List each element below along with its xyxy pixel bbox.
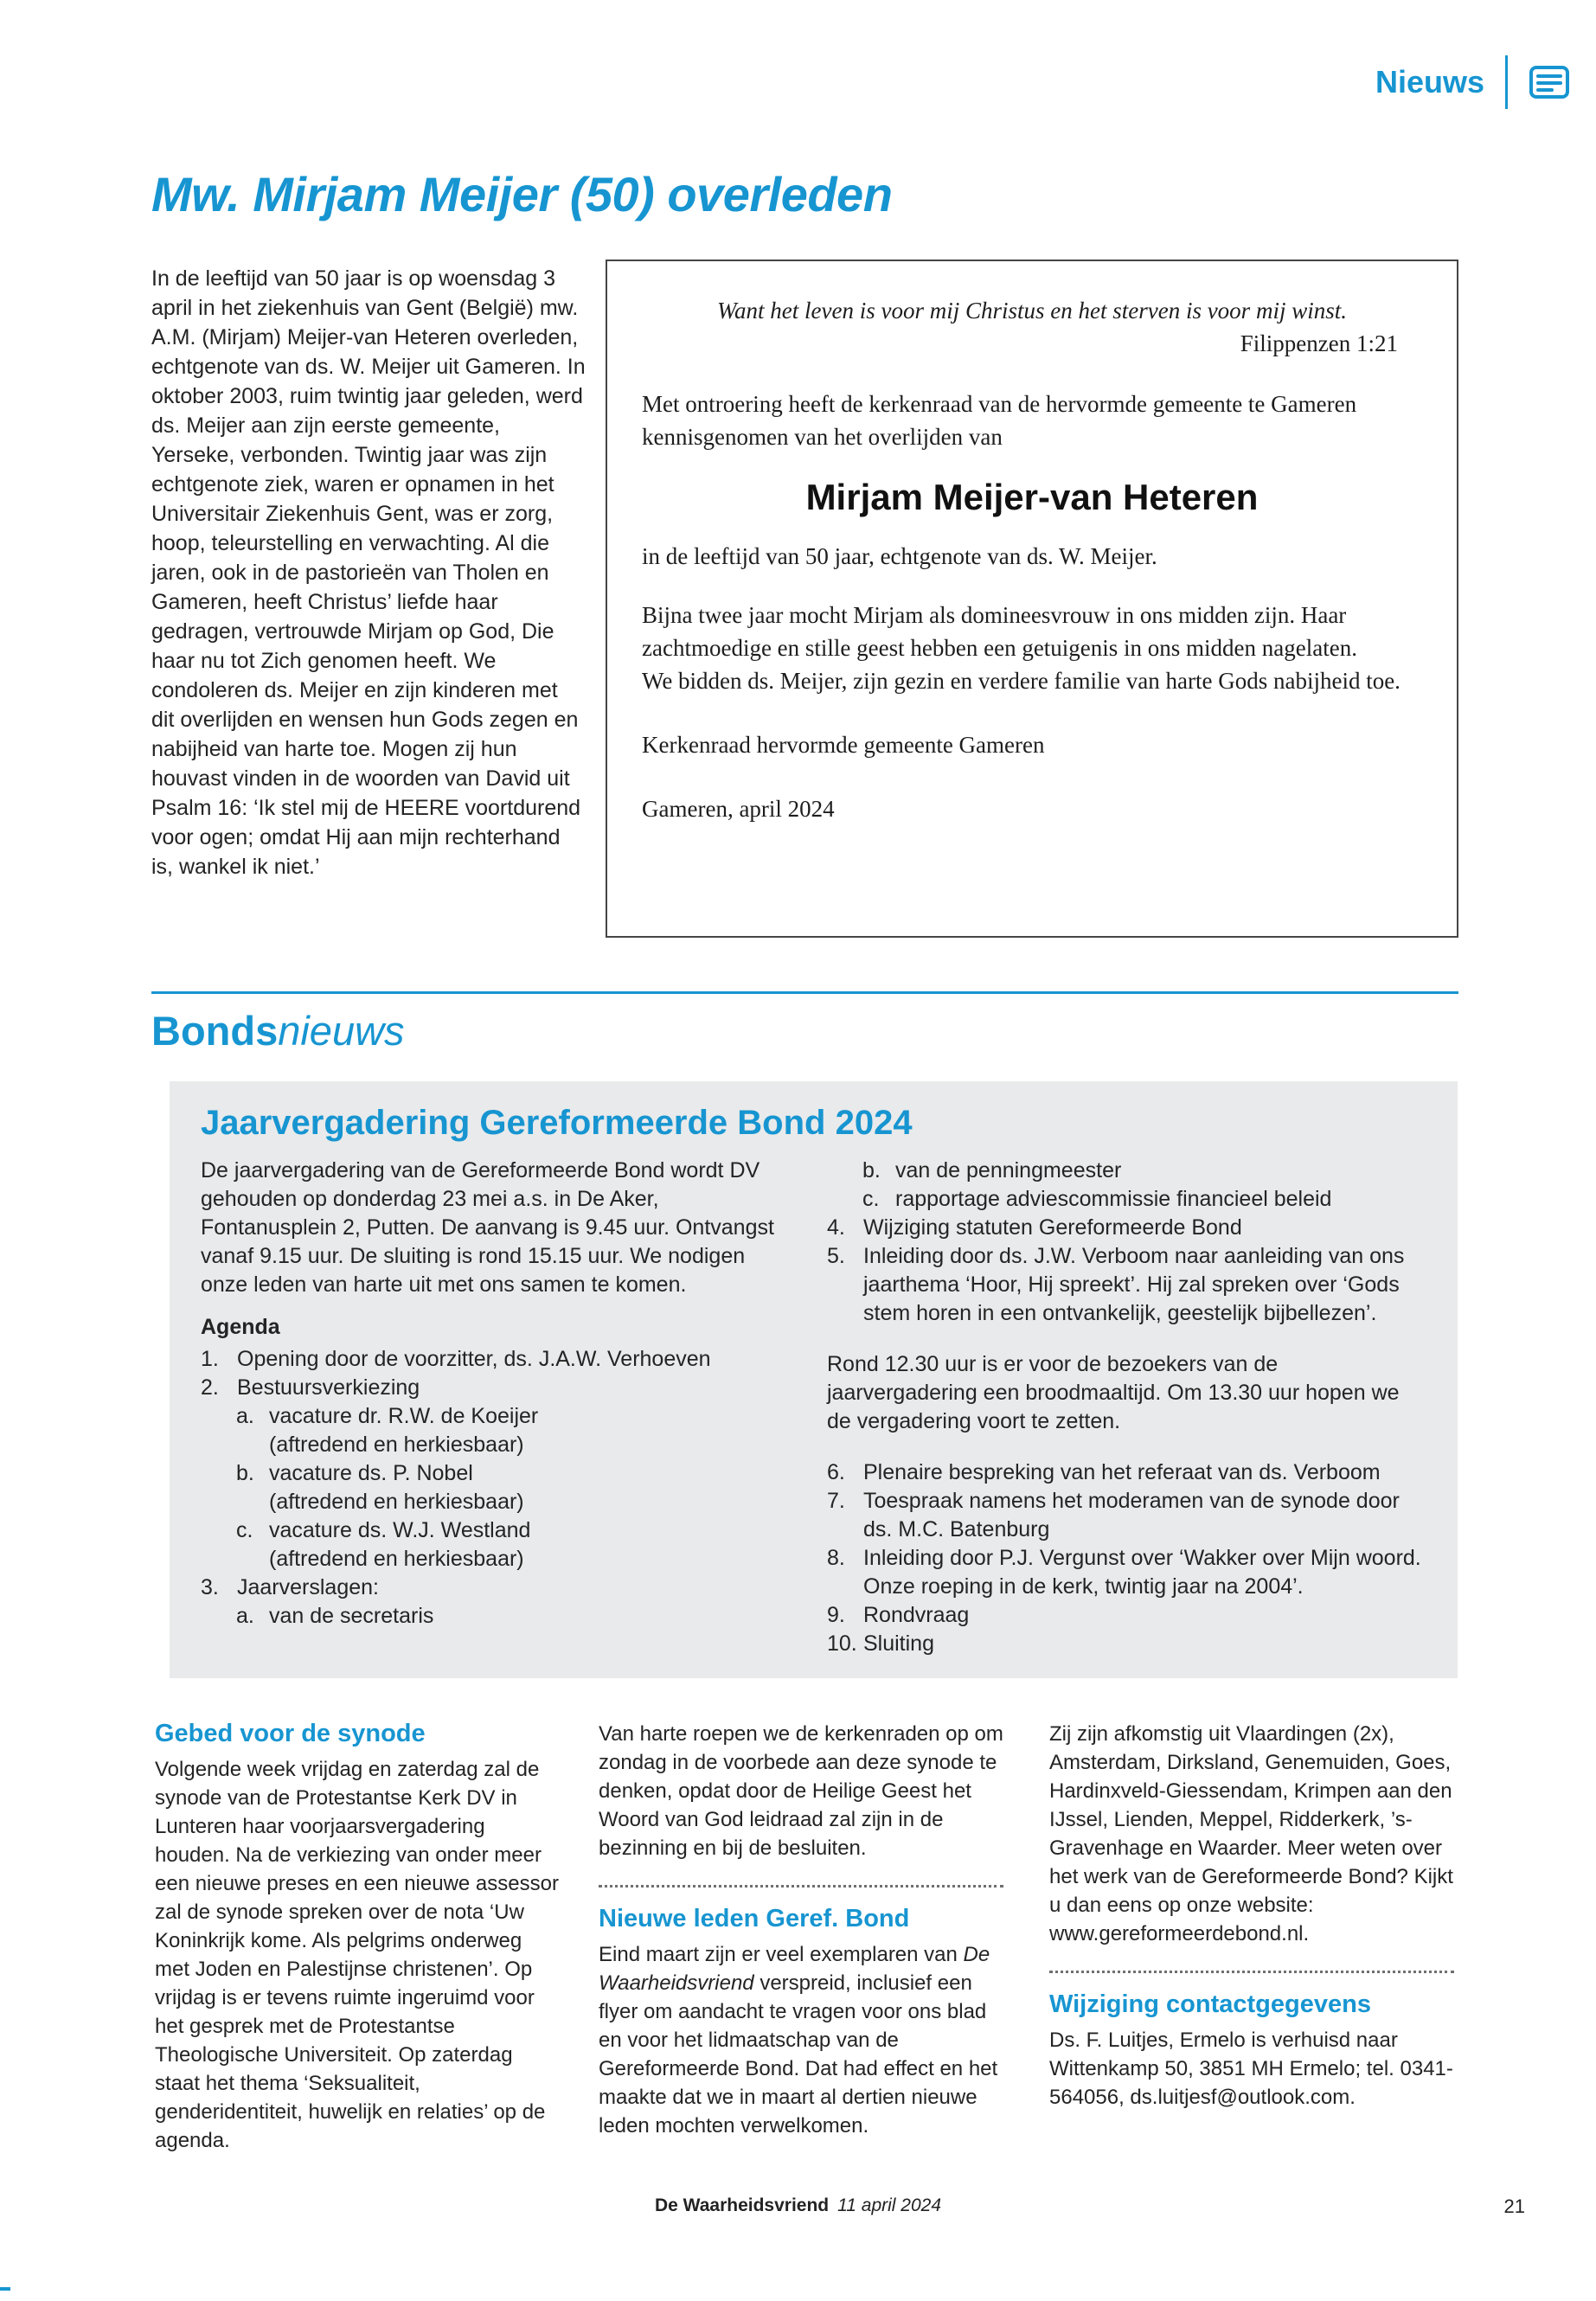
obituary-quote-source: Filippenzen 1:21 bbox=[1240, 330, 1398, 356]
agenda-item-number: a. bbox=[236, 1404, 254, 1428]
agenda-item bbox=[827, 1487, 1426, 1544]
agenda-item-number: c. bbox=[236, 1518, 253, 1542]
agenda-item-text: vacature ds. P. Nobel bbox=[269, 1461, 473, 1485]
news-heading-synode: Gebed voor de synode bbox=[155, 1720, 426, 1747]
page-number: 21 bbox=[1503, 2195, 1525, 2217]
agenda-subitem bbox=[862, 1157, 1426, 1185]
obituary-signature: Kerkenraad hervormde gemeente Gameren bbox=[642, 732, 1045, 758]
agenda-item-number: 2. bbox=[201, 1375, 219, 1400]
agenda-item-text: Sluiting bbox=[863, 1631, 934, 1656]
new-members-text-before: Eind maart zijn er veel exemplaren van bbox=[599, 1943, 964, 1966]
agenda-item-text: (aftredend en herkiesbaar) bbox=[269, 1490, 524, 1514]
agenda-item-text: Plenaire bespreking van het referaat van ds. Verboom bbox=[863, 1460, 1381, 1484]
agenda-item-text: Jaarverslagen: bbox=[237, 1575, 379, 1599]
news-body-origins: Zij zijn afkomstig uit Vlaardingen (2x), Amsterdam, Dirksland, Genemuiden, Goes, Hardinxveld-Giessendam, Krimpen aan den IJssel, Lienden, Meppel, Ridderkerk, ’s-Gravenhage en Waarder. Meer weten over het werk van de Gereformeerde Bond? Kijkt u dan eens op onze website: www.gereformeerdebond.nl. bbox=[1049, 1722, 1453, 1945]
new-members-text-after: verspreid, inclusief een flyer om aandacht te vragen voor ons blad en voor het lidmaatschap van de Gereformeerde Bond. Dat had effect en het maakte dat we in maart al dertien nieuwe leden mochten verwelkomen. bbox=[599, 1971, 998, 2138]
agenda-item-text: Inleiding door P.J. Vergunst over ‘Wakker over Mijn woord. Onze roeping in de kerk, twintig jaar na 2004’. bbox=[863, 1546, 1421, 1599]
section-rule bbox=[151, 991, 1458, 994]
agenda-item-number: 3. bbox=[201, 1575, 219, 1599]
obituary-intro: Met ontroering heeft de kerkenraad van de hervormde gemeente te Gameren kennisgenomen van het overlijden van bbox=[642, 391, 1357, 450]
section-title bbox=[151, 1009, 405, 1054]
meeting-col-right bbox=[827, 1157, 1426, 1658]
news-icon bbox=[1529, 64, 1570, 100]
news-column-right bbox=[1049, 1720, 1454, 2112]
agenda-item-number: b. bbox=[862, 1158, 881, 1183]
news-body-synode-call: Van harte roepen we de kerkenraden op om zondag in de voorbede aan deze synode te denken, opdat door de Heilige Geest het Woord van God leidraad zal zijn in de bezinning en bij de besluiten. bbox=[599, 1722, 1003, 1860]
agenda-item-number: 1. bbox=[201, 1347, 219, 1371]
obituary-name: Mirjam Meijer-van Heteren bbox=[805, 477, 1259, 517]
news-heading-new-members: Nieuwe leden Geref. Bond bbox=[599, 1905, 910, 1932]
meeting-col-left bbox=[201, 1157, 789, 1658]
agenda-item-text: vacature ds. W.J. Westland bbox=[269, 1518, 531, 1542]
agenda-item-number: 4. bbox=[827, 1215, 845, 1240]
news-body-contact: Ds. F. Luitjes, Ermelo is verhuisd naar Wittenkamp 50, 3851 MH Ermelo; tel. 0341-564056, ds.luitjesf@outlook.com. bbox=[1049, 2029, 1453, 2109]
agenda-item-text: Inleiding door ds. J.W. Verboom naar aanleiding van ons jaarthema ‘Hoor, Hij spreekt’. Hij zal spreken over ‘Gods stem horen in een ontvankelijk, geestelijk bijbellezen’. bbox=[863, 1244, 1405, 1325]
agenda-subitem-note bbox=[269, 1488, 789, 1516]
agenda-subitem bbox=[236, 1459, 789, 1488]
lunch-note: Rond 12.30 uur is er voor de bezoekers van de jaarvergadering een broodmaaltijd. Om 13.30 uur hopen we de vergadering voort te zetten. bbox=[827, 1352, 1400, 1433]
agenda-item-number: b. bbox=[236, 1461, 254, 1485]
agenda-item-text: Toespraak namens het moderamen van de synode door ds. M.C. Batenburg bbox=[863, 1489, 1400, 1541]
article-body: In de leeftijd van 50 jaar is op woensdag 3 april in het ziekenhuis van Gent (België) mw. A.M. (Mirjam) Meijer-van Heteren overleden, echtgenote van ds. W. Meijer uit Gameren. In oktober 2003, ruim twintig jaar geleden, werd ds. Meijer aan zijn eerste gemeente, Yerseke, verbonden. Twintig jaar was zijn echtgenote ziek, waren er opnamen in het Universitair Ziekenhuis Gent, was er zorg, hoop, teleurstelling en verwachting. Al die jaren, ook in de pastorieën van Tholen en Gameren, heeft Christus’ liefde haar gedragen, vertrouwde Mirjam op God, Die haar nu tot Zich genomen heeft. We condoleren ds. Meijer en zijn kinderen met dit overlijden en wensen hun Gods zegen en nabijheid van harte toe. Mogen zij hun houvast vinden in de woorden van David uit Psalm 16: ‘Ik stel mij de HEERE voortdurend voor ogen; omdat Hij aan mijn rechterhand is, wankel ik niet.’ bbox=[151, 266, 586, 879]
agenda-item bbox=[201, 1374, 789, 1402]
article-title: Mw. Mirjam Meijer (50) overleden bbox=[151, 167, 893, 221]
agenda-item-number: 6. bbox=[827, 1460, 845, 1484]
agenda-item bbox=[827, 1214, 1426, 1242]
obituary-dateline: Gameren, april 2024 bbox=[642, 796, 835, 822]
dotted-divider bbox=[1049, 1971, 1454, 1973]
magazine-name-italic: De Waarheidsvriend bbox=[599, 1943, 990, 1995]
section-label: Nieuws bbox=[1375, 64, 1484, 99]
agenda-item-text: van de secretaris bbox=[269, 1604, 434, 1628]
crop-mark bbox=[0, 2287, 10, 2291]
agenda-item-number: 9. bbox=[827, 1603, 845, 1627]
agenda-item-text: Wijziging statuten Gereformeerde Bond bbox=[863, 1215, 1242, 1240]
news-column-middle bbox=[599, 1720, 1003, 2140]
agenda-item-text: (aftredend en herkiesbaar) bbox=[269, 1433, 524, 1457]
agenda-item bbox=[827, 1458, 1426, 1487]
agenda-item bbox=[201, 1345, 789, 1374]
page-header bbox=[1375, 55, 1570, 109]
agenda-subitem bbox=[236, 1402, 789, 1431]
news-column-synode bbox=[155, 1720, 560, 2155]
agenda-label: Agenda bbox=[201, 1315, 280, 1339]
agenda-subitem bbox=[236, 1602, 789, 1631]
agenda-item bbox=[201, 1574, 789, 1602]
agenda-item-text: vacature dr. R.W. de Koeijer bbox=[269, 1404, 539, 1428]
agenda-subitem bbox=[236, 1516, 789, 1545]
agenda-item-number: 5. bbox=[827, 1244, 845, 1268]
agenda-subitem-note bbox=[269, 1431, 789, 1459]
obituary-paragraph: We bidden ds. Meijer, zijn gezin en verdere familie van harte Gods nabijheid toe. bbox=[642, 668, 1401, 694]
agenda-item bbox=[827, 1544, 1426, 1601]
dotted-divider bbox=[599, 1885, 1003, 1888]
obituary-card bbox=[606, 260, 1458, 938]
agenda-item-number: 10. bbox=[827, 1631, 857, 1656]
meeting-announcement bbox=[170, 1081, 1458, 1678]
obituary-quote: Want het leven is voor mij Christus en het sterven is voor mij winst. bbox=[717, 298, 1347, 324]
agenda-item bbox=[827, 1601, 1426, 1630]
agenda-item-text: rapportage adviescommissie financieel beleid bbox=[895, 1187, 1332, 1211]
news-body-new-members bbox=[599, 1940, 1003, 2140]
header-divider bbox=[1505, 55, 1508, 109]
agenda-item bbox=[827, 1242, 1426, 1328]
page-footer bbox=[0, 2195, 1596, 2216]
agenda-subitem bbox=[862, 1185, 1426, 1214]
news-body-synode: Volgende week vrijdag en zaterdag zal de synode van de Protestantse Kerk DV in Lunteren haar voorjaarsvergadering houden. Na de verkiezing van onder meer een nieuwe preses en een nieuwe assessor zal de synode spreken over de nota ‘Uw Koninkrijk kome. Als pelgrims onderweg met Joden en Palestijnse christenen’. Op vrijdag is er tevens ruimte ingeruimd voor het gesprek met de Protestantse Theologische Universiteit. Op zaterdag staat het thema ‘Seksualiteit, genderidentiteit, huwelijk en relaties’ op de agenda. bbox=[155, 1758, 559, 2152]
agenda-item-number: c. bbox=[862, 1187, 880, 1211]
agenda-subitem-note bbox=[269, 1545, 789, 1574]
meeting-intro: De jaarvergadering van de Gereformeerde Bond wordt DV gehouden op donderdag 23 mei a.s. in De Aker, Fontanusplein 2, Putten. De aanvang is 9.45 uur. Ontvangst vanaf 9.15 uur. De sluiting is rond 15.15 uur. We nodigen onze leden van harte uit met ons samen te komen. bbox=[201, 1158, 774, 1297]
section-title-bold: Bonds bbox=[151, 1008, 279, 1054]
meeting-columns bbox=[201, 1157, 1426, 1658]
agenda-item-text: (aftredend en herkiesbaar) bbox=[269, 1547, 524, 1571]
footer-magazine-title: De Waarheidsvriend bbox=[655, 2195, 830, 2215]
footer-date: 11 april 2024 bbox=[837, 2195, 941, 2215]
news-heading-contact: Wijziging contactgegevens bbox=[1049, 1990, 1371, 2018]
agenda-item-text: Opening door de voorzitter, ds. J.A.W. Verhoeven bbox=[237, 1347, 711, 1371]
obituary-subtitle: in de leeftijd van 50 jaar, echtgenote van ds. W. Meijer. bbox=[642, 543, 1157, 569]
meeting-title: Jaarvergadering Gereformeerde Bond 2024 bbox=[201, 1104, 913, 1142]
obituary-paragraph: Bijna twee jaar mocht Mirjam als domineesvrouw in ons midden zijn. Haar zachtmoedige en stille geest hebben een getuigenis in ons midden nagelaten. bbox=[642, 602, 1357, 661]
agenda-item-text: Bestuursverkiezing bbox=[237, 1375, 420, 1400]
section-title-italic: nieuws bbox=[278, 1008, 405, 1054]
agenda-item-number: 8. bbox=[827, 1546, 845, 1570]
agenda-item-number: 7. bbox=[827, 1489, 845, 1513]
agenda-item-text: Rondvraag bbox=[863, 1603, 970, 1627]
agenda-item-number: a. bbox=[236, 1604, 254, 1628]
agenda-item bbox=[827, 1630, 1426, 1658]
agenda-item-text: van de penningmeester bbox=[895, 1158, 1122, 1183]
